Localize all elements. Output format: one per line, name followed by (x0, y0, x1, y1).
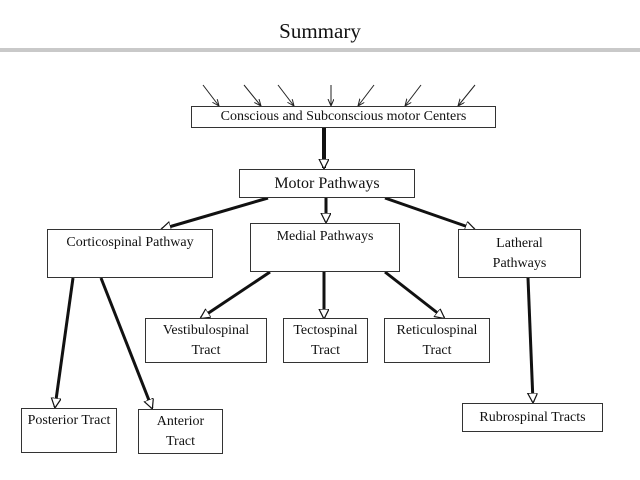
node-label: Posterior Tract (27, 412, 111, 428)
node-label: Medial Pathways (276, 229, 374, 244)
node-tectospinal-tract (283, 318, 368, 363)
input-arrow (358, 85, 374, 106)
node-reticulospinal-tract (384, 318, 490, 363)
input-arrow (278, 85, 294, 106)
node-rubrospinal-tracts (462, 403, 603, 432)
node-label: Motor Pathways (274, 174, 380, 192)
input-arrows (203, 85, 475, 106)
node-label: Conscious and Subconscious motor Centers (220, 109, 467, 124)
node-label: Vestibulospinal Tract (162, 322, 250, 358)
page-title: Summary (279, 19, 361, 43)
node-motor-pathways (239, 169, 415, 198)
node-label: Corticospinal Pathway (66, 235, 194, 250)
arrow-lateral-to-rubro (528, 278, 533, 402)
node-medial-pathways (250, 223, 400, 272)
input-arrow (458, 85, 475, 106)
node-motor-centers (191, 106, 496, 128)
node-posterior-tract (21, 408, 117, 453)
arrow-medial-to-reticulo (385, 272, 444, 318)
arrow-cortico-to-posterior (55, 278, 73, 407)
input-arrow (203, 85, 219, 106)
node-anterior-tract (138, 409, 223, 454)
node-vestibulospinal-tract (145, 318, 267, 363)
arrow-medial-to-vestibulo (201, 272, 270, 318)
input-arrow (405, 85, 421, 106)
node-label: Latheral Pathways (492, 235, 547, 271)
node-lateral-pathways (458, 229, 581, 278)
node-label: Reticulospinal Tract (396, 322, 478, 358)
node-label: Rubrospinal Tracts (479, 409, 586, 425)
node-label: Tectospinal Tract (293, 322, 358, 358)
node-label: Anterior Tract (156, 413, 205, 449)
input-arrow (244, 85, 261, 106)
node-corticospinal-pathway (47, 229, 213, 278)
